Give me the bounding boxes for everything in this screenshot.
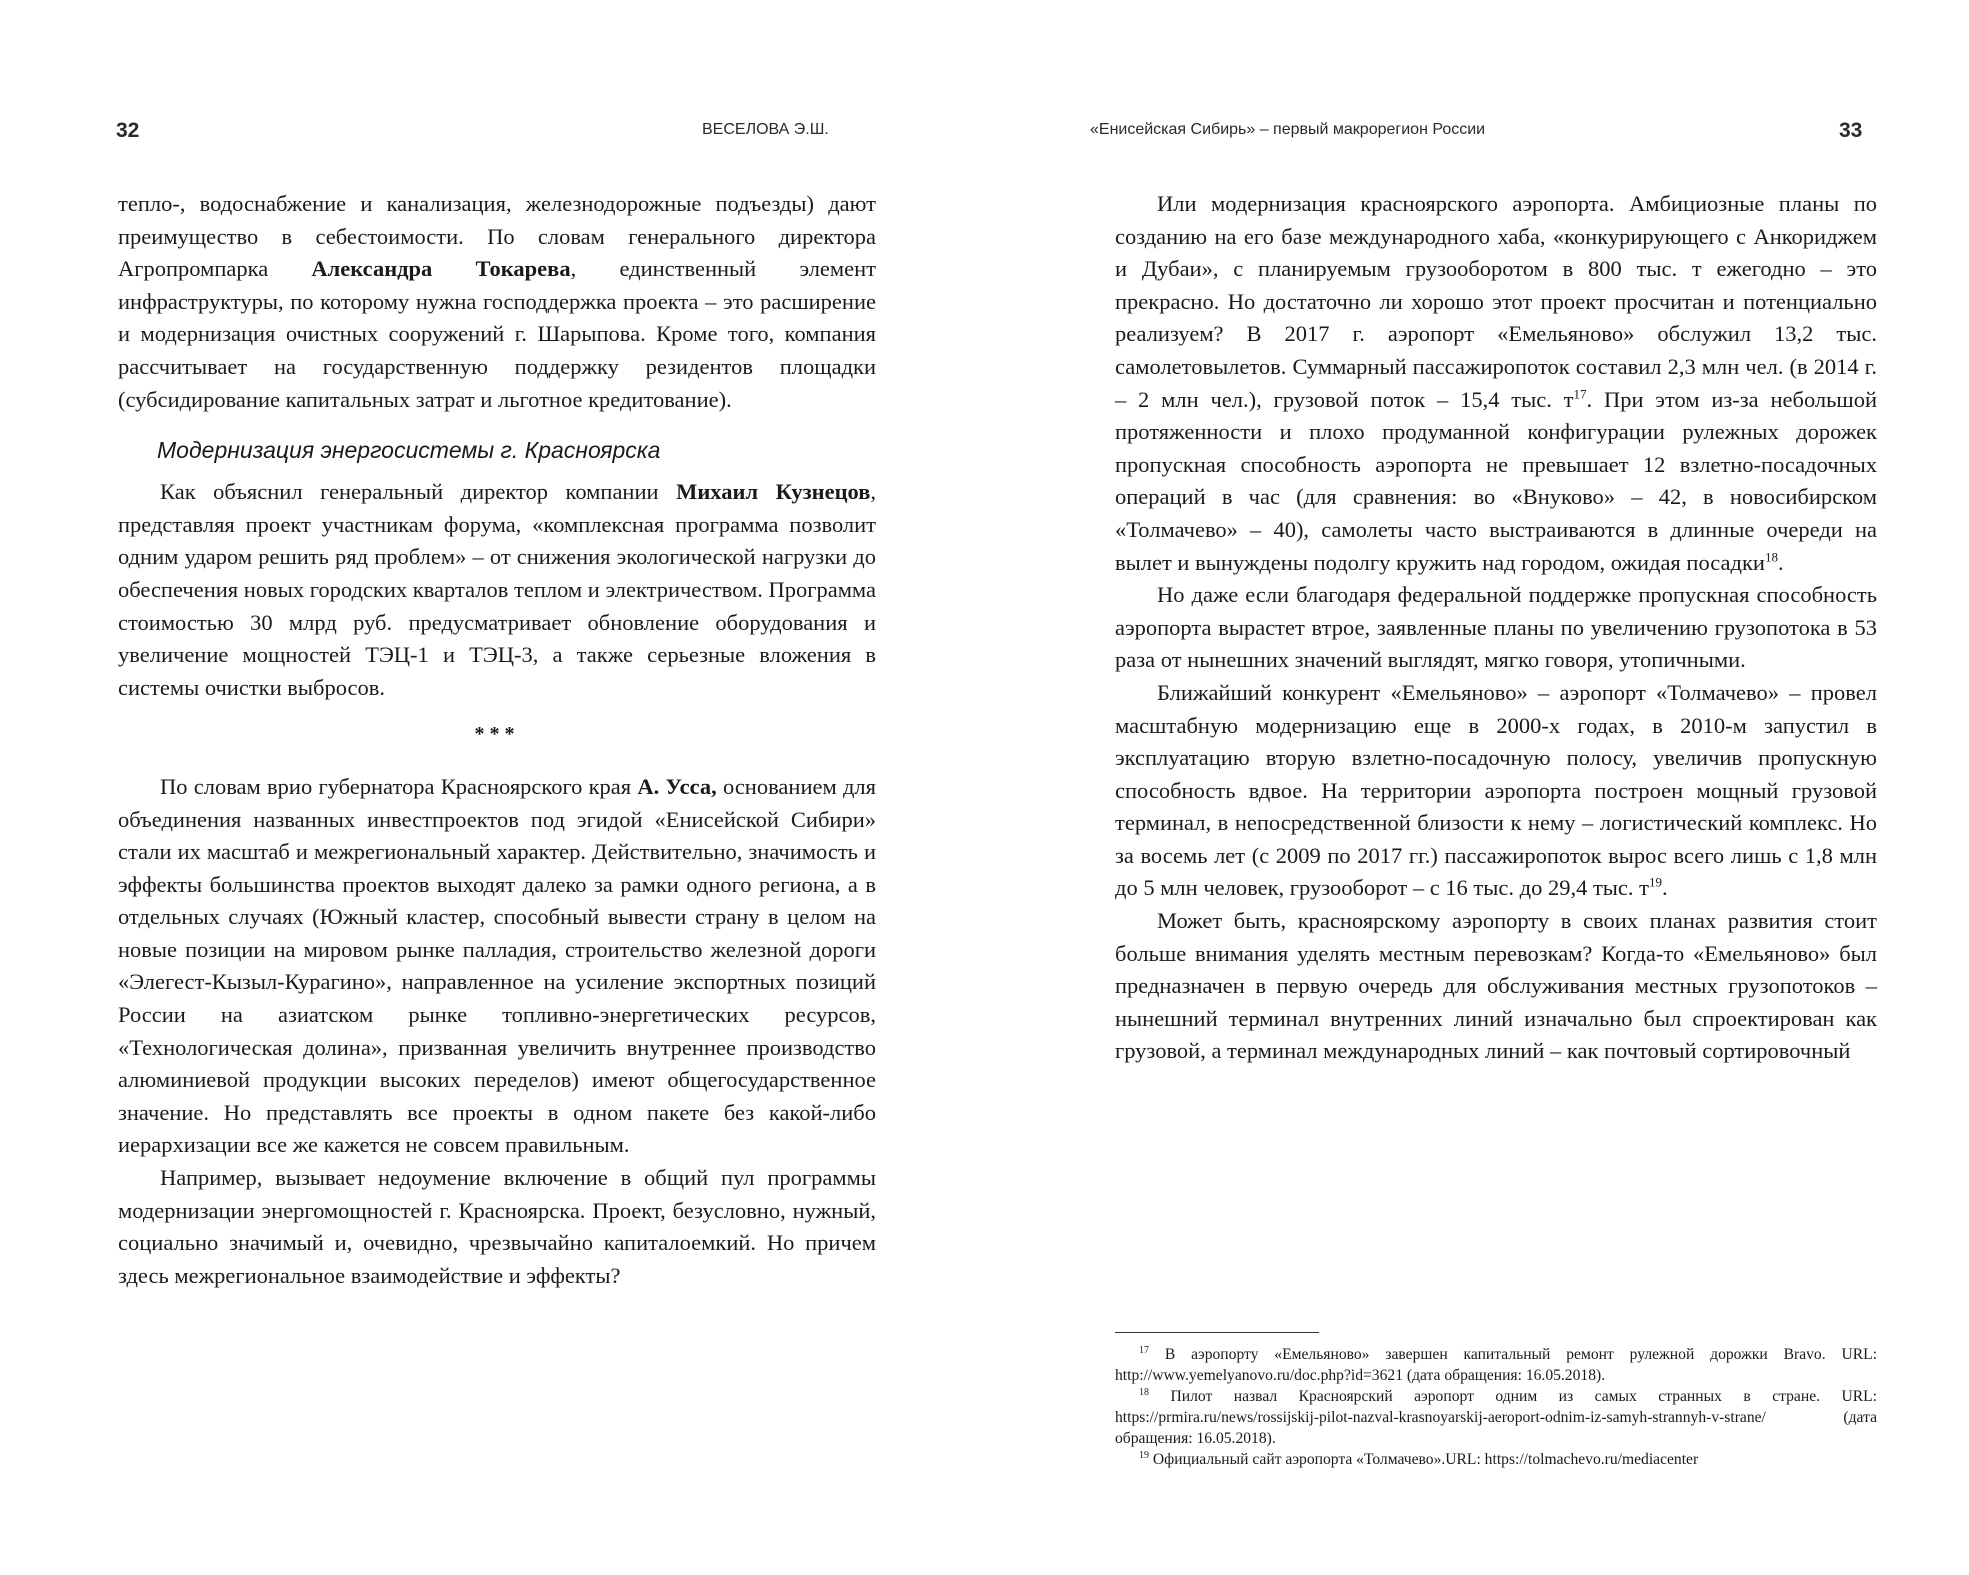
section-subheading: Модернизация энергосистемы г. Красноярска: [157, 437, 661, 464]
left-paragraph-2: Как объяснил генеральный директор компании Михаил Кузнецов, представляя проект участникам форума, «комплексная программа позволит одним ударом решить ряд проблем» – от снижения экологической нагрузки до обеспечения новых городских кварталов теплом и электричеством. Программа стоимостью 30 млрд руб. предусматривает обновление оборудования и увеличение мощностей ТЭЦ-1 и ТЭЦ-3, а также серьезные вложения в системы очистки выбросов.: [118, 479, 877, 700]
right-page: [984, 0, 1969, 1575]
right-running-head: «Енисейская Сибирь» – первый макрорегион России: [1090, 121, 1486, 138]
left-page: [0, 0, 984, 1575]
footnote-19: $^{19}$ Официальный сайт аэропорта «Толмачево».URL: https://tolmachevo.ru/mediacenter: [1139, 1449, 1699, 1468]
footnote-rule: [1115, 1332, 1319, 1333]
person-name-tokarev: Александра Токарева: [311, 256, 571, 282]
left-paragraph-1: тепло-, водоснабжение и канализация, железнодорожные подъезды) дают преимущество в себестоимости. По словам генерального директора Агропромпарка Александра Токарева, единственный элемент инфраструктуры, по которому нужна господдержка проекта – это расширение и модернизация очистных сооружений г. Шарыпова. Кроме того, компания рассчитывает на государственную поддержку резидентов площадки (субсидирование капитальных затрат и льготное кредитование).: [118, 191, 877, 412]
right-paragraph-4: Может быть, красноярскому аэропорту в своих планах развития стоит больше внимания уделять местным перевозкам? Когда-то «Емельяново» был предназначен в первую очередь для обслуживания местных грузопотоков – нынешний терминал внутренних линий изначально был спроектирован как грузовой, а терминал международных линий – как почтовый сортировочный: [1115, 908, 1877, 1064]
person-name-uss: А. Усса,: [637, 773, 717, 799]
footnote-ref-19[interactable]: 19: [1648, 874, 1662, 890]
footnote-18: $^{18}$ Пилот назвал Красноярский аэропорт одним из самых странных в стране. URL: https://prmira.ru/news/rossijskij-pilot-nazval-krasnoyarskij-aeroport-odnim-iz-samyh-strannyh-v-strane/ (дата обращения: 16.05.2018).: [1115, 1386, 1877, 1447]
left-running-head: ВЕСЕЛОВА Э.Ш.: [702, 121, 829, 138]
person-name-kuznetsov: Михаил Кузнецов: [676, 479, 871, 505]
footnotes: [1115, 1332, 1877, 1470]
footnote-ref-18[interactable]: 18: [1764, 549, 1778, 565]
left-body-text: [118, 188, 876, 1292]
right-paragraph-1: Или модернизация красноярского аэропорта. Амбициозные планы по созданию на его базе международного хаба, «конкурирующего с Анкориджем и Дубаи», с планируемым грузооборотом в 800 тыс. т ежегодно – это прекрасно. Но достаточно ли хорошо этот проект просчитан и потенциально реализуем? В 2017 г. аэропорт «Емельяново» обслужил 13,2 тыс. самолетовылетов. Суммарный пассажиропоток составил 2,3 млн чел. (в 2014 г. – 2 млн чел.), грузовой поток – 15,4 тыс. $т^{17}$. При этом из-за небольшой протяженности и плохо продуманной конфигурации рулежных дорожек пропускная способность аэропорта не превышает 12 взлетно-посадочных операций в час (для сравнения: во «Внуково» – 42, в новосибирском «Толмачево» – 40), самолеты часто выстраиваются в длинные очереди на вылет и вынуждены подолгу кружить над городом, ожидая посадки$^{18}$.: [1115, 191, 1878, 575]
right-paragraph-2: Но даже если благодаря федеральной поддержке пропускная способность аэропорта вырастет втрое, заявленные планы по увеличению грузопотока в 53 раза от нынешних значений выглядят, мягко говоря, утопичными.: [1115, 582, 1877, 673]
right-body-text: [1115, 188, 1877, 1068]
left-paragraph-3: По словам врио губернатора Красноярского края А. Усса, основанием для объединения названных инвестпроектов под эгидой «Енисейской Сибири» стали их масштаб и межрегиональный характер. Действительно, значимость и эффекты большинства проектов выходят далеко за рамки одного региона, а в отдельных случаях (Южный кластер, способный вывести страну в целом на новые позиции на мировом рынке палладия, строительство железной дороги «Элегест-Кызыл-Курагино», направленное на усиление экспортных позиций России на азиатском рынке топливно-энергетических ресурсов, «Технологическая долина», призванная увеличить внутреннее производство алюминиевой продукции высоких переделов) имеют общегосударственное значение. Но представлять все проекты в одном пакете без какой-либо иерархизации все же кажется не совсем правильным.: [118, 773, 876, 1158]
right-paragraph-3: Ближайший конкурент «Емельяново» – аэропорт «Толмачево» – провел масштабную модернизацию еще в 2000-х годах, в 2010-м запустил в эксплуатацию вторую взлетно-посадочную полосу, увеличив пропускную способность вдвое. На территории аэропорта построен мощный грузовой терминал, в непосредственной близости к нему – логистический комплекс. Но за восемь лет (с 2009 по 2017 гг.) пассажиропоток вырос всего лишь с 1,8 млн до 5 млн человек, грузооборот – с 16 тыс. до 29,4 тыс. $т^{19}$.: [1115, 679, 1877, 901]
left-paragraph-4: Например, вызывает недоумение включение в общий пул программы модернизации энергомощностей г. Красноярска. Проект, безусловно, нужный, социально значимый и, очевидно, чрезвычайно капиталоемкий. Но причем здесь межрегиональное взаимодействие и эффекты?: [118, 1165, 876, 1288]
left-page-number: 32: [116, 119, 140, 142]
footnote-ref-17[interactable]: 17: [1573, 386, 1587, 402]
footnote-17: $^{17}$ В аэропорту «Емельяново» завершен капитальный ремонт рулежной дорожки Bravo. URL: http://www.yemelyanovo.ru/doc.php?id=3621 (дата обращения: 16.05.2018).: [1115, 1344, 1877, 1384]
right-page-number: 33: [1839, 119, 1863, 142]
section-separator: ***: [474, 723, 520, 746]
